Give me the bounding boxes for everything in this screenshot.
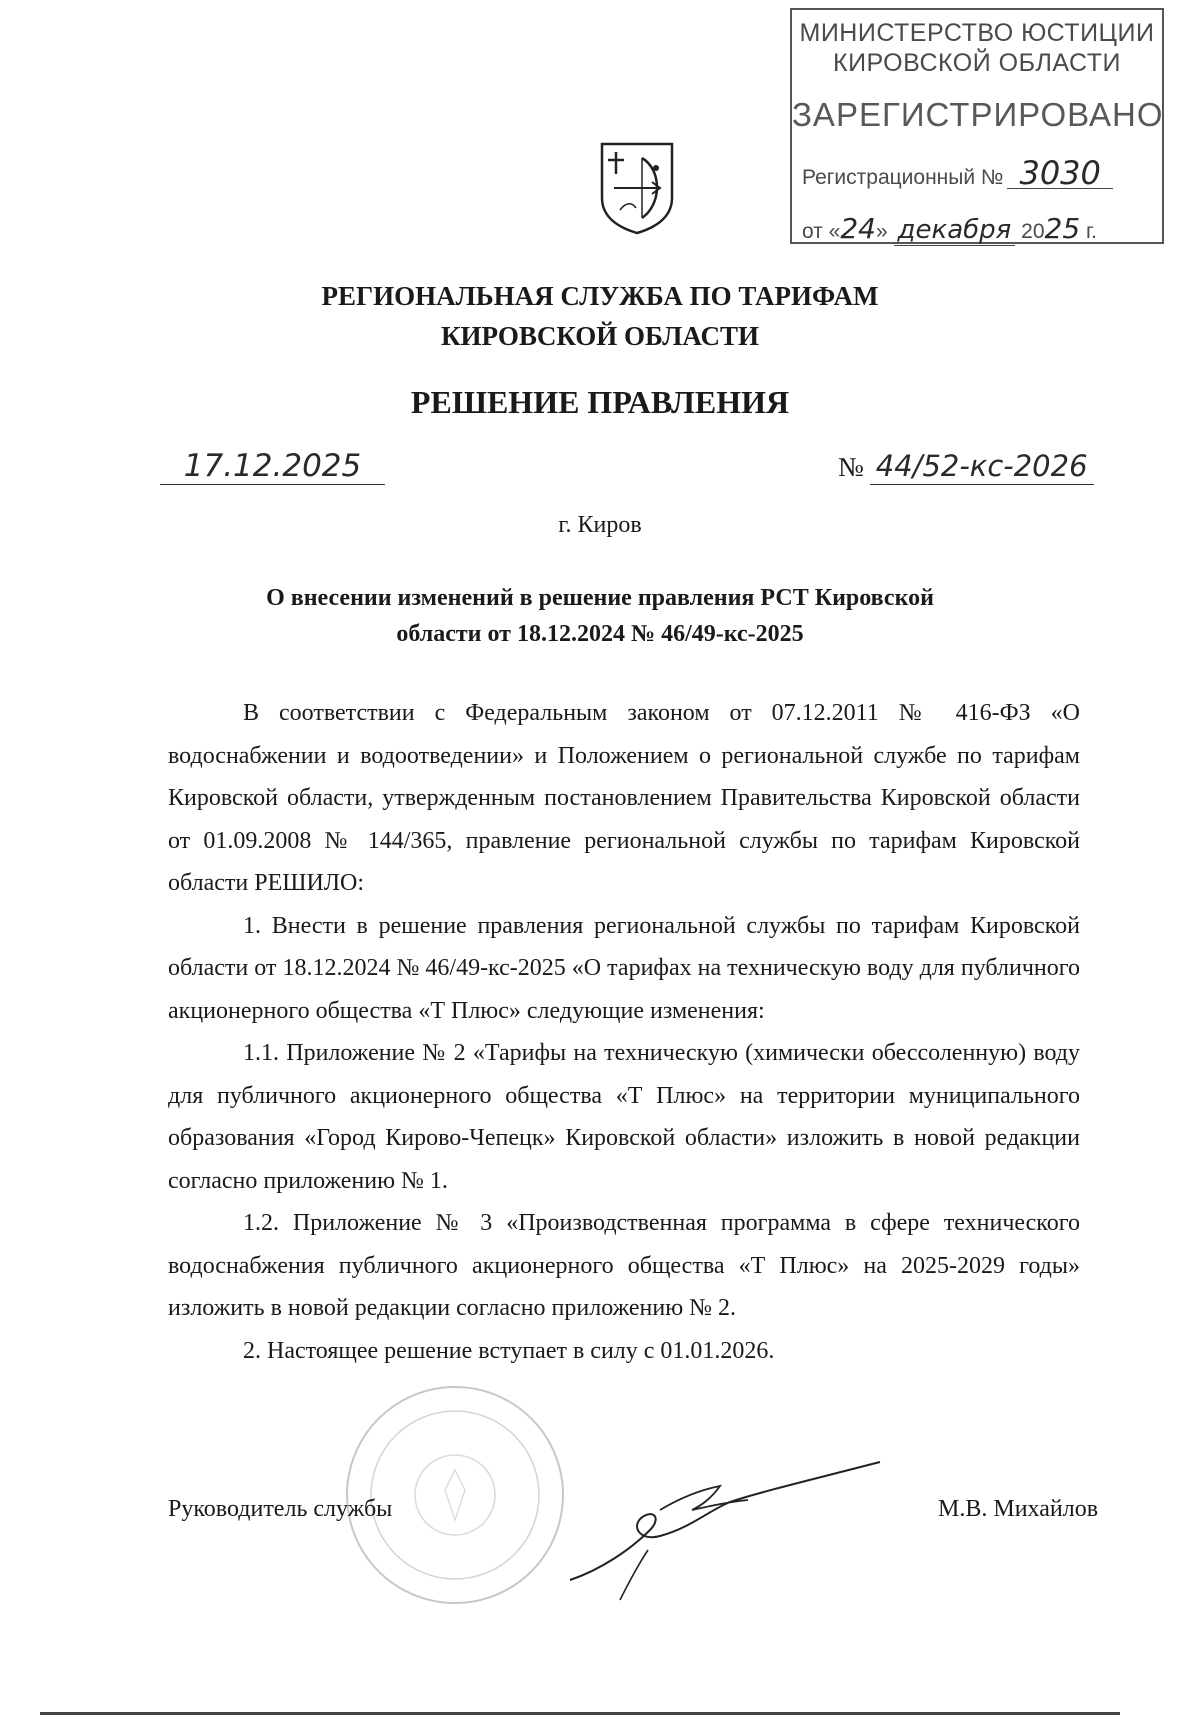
document-body [168,692,1080,1372]
stamp-date-day: 24 [840,212,876,245]
registration-stamp [790,8,1164,244]
handwritten-signature-icon [560,1450,890,1610]
stamp-date-year-prefix: 20 [1021,220,1045,243]
city: г. Киров [558,512,642,538]
document-number [838,448,1094,485]
stamp-ministry-line2: КИРОВСКОЙ ОБЛАСТИ [833,49,1121,77]
body-paragraph: В соответствии с Федеральным законом от 07.12.2011 № 416-ФЗ «О водоснабжении и водоотведении» и Положением о региональной службе по тарифам Кировской области, утвержденным постановлением Правительства Кировской области от 01.09.2008 № 144/365, правление региональной службы по тарифам Кировской области РЕШИЛО: [168,700,1080,896]
document-subject [0,580,1200,652]
org-line1: РЕГИОНАЛЬНАЯ СЛУЖБА ПО ТАРИФАМ [321,281,879,311]
stamp-date-row [802,212,1097,245]
document-type: РЕШЕНИЕ ПРАВЛЕНИЯ [410,384,790,420]
number-label: № [838,452,864,482]
stamp-date-suffix: г. [1086,220,1097,243]
stamp-registered: ЗАРЕГИСТРИРОВАНО [792,96,1164,133]
stamp-ministry-line1: МИНИСТЕРСТВО ЮСТИЦИИ [799,19,1155,47]
organization-title [0,276,1200,356]
org-line2: КИРОВСКОЙ ОБЛАСТИ [440,321,760,351]
subject-line2: области от 18.12.2024 № 46/49-кс-2025 [396,621,804,647]
coat-of-arms-icon [598,140,676,236]
stamp-date-mid: » [876,220,888,243]
stamp-regnum-row [802,154,1113,192]
body-paragraph: 1.1. Приложение № 2 «Тарифы на техническую (химически обессоленную) воду для публичного акционерного общества «Т Плюс» на территории муниципального образования «Город Кирово-Чепецк» Кировской области» изложить в новой редакции согласно приложению № 1. [168,1040,1080,1194]
stamp-regnum-value: 3030 [1007,158,1112,189]
signatory-title: Руководитель службы [168,1496,393,1522]
stamp-date-month: декабря [894,215,1016,246]
number-value: 44/52-кс-2026 [870,448,1094,485]
stamp-date-prefix: от « [802,220,841,243]
body-paragraph: 1.2. Приложение № 3 «Производственная программа в сфере технического водоснабжения публичного акционерного общества «Т Плюс» на 2025-2029 годы» изложить в новой редакции согласно приложению № 2. [168,1210,1080,1321]
bottom-rule [40,1712,1120,1715]
stamp-regnum-label: Регистрационный № [802,166,1004,189]
stamp-date-year: 25 [1044,212,1081,245]
signatory-name: М.В. Михайлов [938,1496,1099,1522]
stamp-ministry [792,18,1162,78]
document-date: 17.12.2025 [160,448,385,485]
official-seal-icon [340,1380,570,1610]
body-paragraph: 2. Настоящее решение вступает в силу с 01.01.2026. [243,1337,775,1364]
subject-line1: О внесении изменений в решение правления РСТ Кировской [266,585,934,611]
body-paragraph: 1. Внести в решение правления региональной службы по тарифам Кировской области от 18.12.2024 № 46/49-кс-2025 «О тарифах на техническую воду для публичного акционерного общества «Т Плюс» следующие изменения: [168,912,1080,1024]
